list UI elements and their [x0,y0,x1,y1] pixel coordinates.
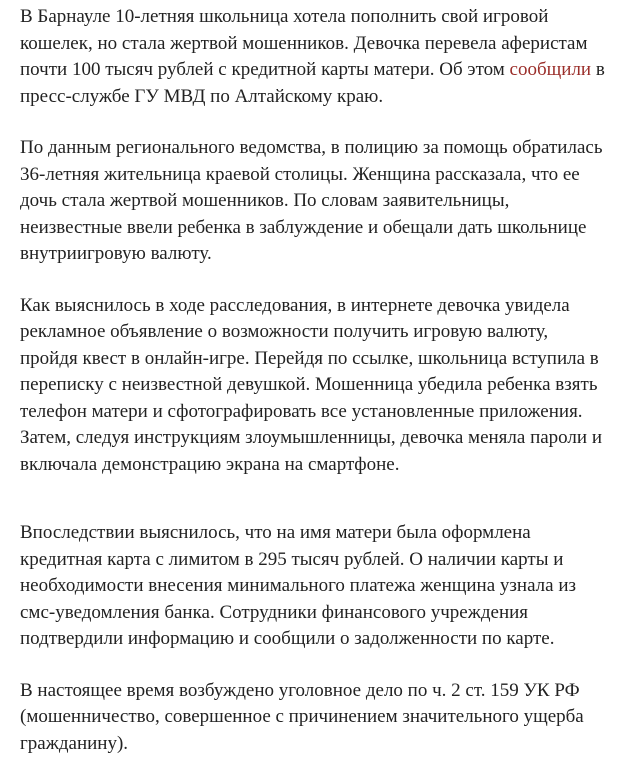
paragraph-4: Впоследствии выяснилось, что на имя матери была оформлена кредитная карта с лимитом в 295 тысяч рублей. О наличии карты и необходимости внесения минимального платежа женщина узнала из смс-уведомления банка. Сотрудники финансового учреждения подтвердили информацию и сообщили о задолженности по карте. [20,522,577,649]
article-body [20,4,610,757]
paragraph-1-text-after-link: в пресс-службе ГУ МВД по Алтайскому краю. [20,59,605,107]
paragraph-3: Как выяснилось в ходе расследования, в интернете девочка увидела рекламное объявление о возможности получить игровую валюту, пройдя квест в онлайн-игре. Перейдя по ссылке, школьница вступила в переписку с неизвестной девушкой. Мошенница убедила ребенка взять телефон матери и сфотографировать все установленные приложения. Затем, следуя инструкциям злоумышленницы, девочка меняла пароли и включала демонстрацию экрана на смартфоне. [20,294,602,475]
paragraph-2: По данным регионального ведомства, в полицию за помощь обратилась 36-летняя жительница краевой столицы. Женщина рассказала, что ее дочь стала жертвой мошенников. По словам заявительницы, неизвестные ввели ребенка в заблуждение и обещали дать школьнице внутриигровую валюту. [20,137,603,264]
paragraph-1-text-before-link: В Барнауле 10-летняя школьница хотела пополнить свой игровой кошелек, но стала жертвой мошенников. Девочка перевела аферистам почти 100 тысяч рублей с кредитной карты матери. Об этом [20,6,588,80]
paragraph-5: В настоящее время возбуждено уголовное дело по ч. 2 ст. 159 УК РФ (мошенничество, совершенное с причинением значительного ущерба гражданину). [20,679,584,754]
paragraph-1 [20,4,610,110]
source-link[interactable]: сообщили [509,59,592,80]
